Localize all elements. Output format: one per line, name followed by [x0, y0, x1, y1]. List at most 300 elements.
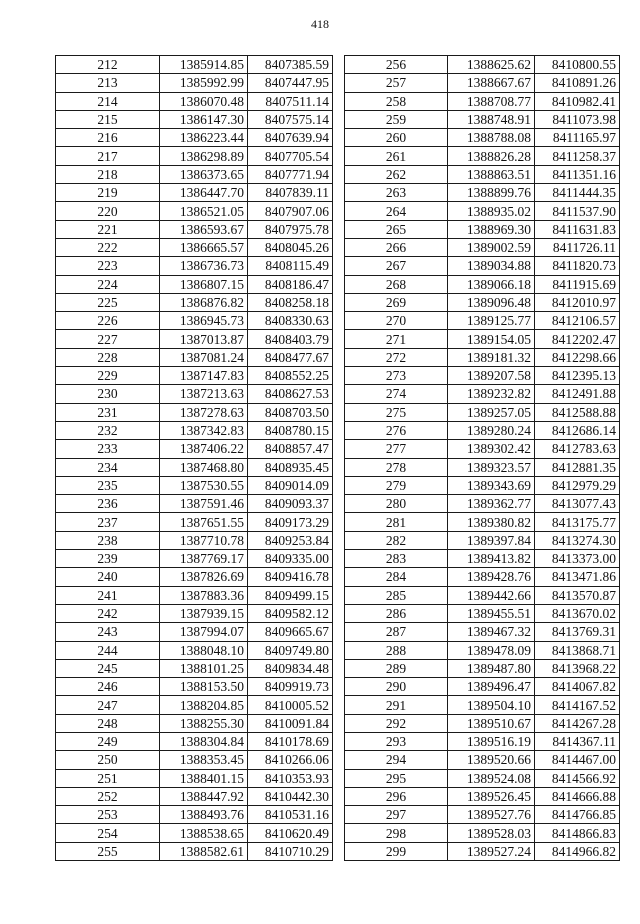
point-number-cell: 296 — [345, 787, 448, 805]
point-number-cell: 274 — [345, 385, 448, 403]
x-coordinate-cell: 1387769.17 — [160, 550, 248, 568]
point-number-cell: 217 — [56, 147, 160, 165]
y-coordinate-cell: 8412395.13 — [535, 367, 620, 385]
point-number-cell: 215 — [56, 110, 160, 128]
x-coordinate-cell: 1389232.82 — [448, 385, 535, 403]
table-row — [56, 568, 333, 586]
x-coordinate-cell: 1389526.45 — [448, 787, 535, 805]
point-number-cell: 294 — [345, 751, 448, 769]
point-number-cell: 271 — [345, 330, 448, 348]
y-coordinate-cell: 8409834.48 — [248, 659, 333, 677]
table-row — [56, 184, 333, 202]
point-number-cell: 282 — [345, 531, 448, 549]
x-coordinate-cell: 1387406.22 — [160, 440, 248, 458]
table-row — [56, 220, 333, 238]
y-coordinate-cell: 8408186.47 — [248, 275, 333, 293]
point-number-cell: 287 — [345, 623, 448, 641]
y-coordinate-cell: 8411915.69 — [535, 275, 620, 293]
table-row — [345, 348, 620, 366]
point-number-cell: 223 — [56, 257, 160, 275]
point-number-cell: 281 — [345, 513, 448, 531]
table-row — [345, 403, 620, 421]
table-row — [56, 769, 333, 787]
table-row — [345, 312, 620, 330]
x-coordinate-cell: 1388255.30 — [160, 714, 248, 732]
y-coordinate-cell: 8409335.00 — [248, 550, 333, 568]
x-coordinate-cell: 1389362.77 — [448, 495, 535, 513]
x-coordinate-cell: 1388101.25 — [160, 659, 248, 677]
y-coordinate-cell: 8414766.85 — [535, 806, 620, 824]
point-number-cell: 273 — [345, 367, 448, 385]
point-number-cell: 288 — [345, 641, 448, 659]
x-coordinate-cell: 1389496.47 — [448, 678, 535, 696]
y-coordinate-cell: 8408780.15 — [248, 421, 333, 439]
table-row — [56, 74, 333, 92]
y-coordinate-cell: 8409582.12 — [248, 604, 333, 622]
table-row — [56, 513, 333, 531]
table-row — [345, 330, 620, 348]
point-number-cell: 280 — [345, 495, 448, 513]
x-coordinate-cell: 1389487.80 — [448, 659, 535, 677]
point-number-cell: 216 — [56, 129, 160, 147]
x-coordinate-cell: 1386521.05 — [160, 202, 248, 220]
point-number-cell: 250 — [56, 751, 160, 769]
x-coordinate-cell: 1385992.99 — [160, 74, 248, 92]
x-coordinate-cell: 1387342.83 — [160, 421, 248, 439]
x-coordinate-cell: 1389478.09 — [448, 641, 535, 659]
table-row — [56, 165, 333, 183]
table-row — [56, 330, 333, 348]
x-coordinate-cell: 1389280.24 — [448, 421, 535, 439]
table-row — [345, 550, 620, 568]
table-row — [56, 257, 333, 275]
point-number-cell: 257 — [345, 74, 448, 92]
table-row — [56, 659, 333, 677]
y-coordinate-cell: 8411073.98 — [535, 110, 620, 128]
table-row — [56, 476, 333, 494]
point-number-cell: 220 — [56, 202, 160, 220]
x-coordinate-cell: 1389467.32 — [448, 623, 535, 641]
x-coordinate-cell: 1388401.15 — [160, 769, 248, 787]
point-number-cell: 235 — [56, 476, 160, 494]
page-number: 418 — [311, 17, 329, 31]
y-coordinate-cell: 8414467.00 — [535, 751, 620, 769]
y-coordinate-cell: 8412783.63 — [535, 440, 620, 458]
y-coordinate-cell: 8410710.29 — [248, 842, 333, 860]
table-row — [56, 403, 333, 421]
point-number-cell: 260 — [345, 129, 448, 147]
x-coordinate-cell: 1388582.61 — [160, 842, 248, 860]
y-coordinate-cell: 8411820.73 — [535, 257, 620, 275]
y-coordinate-cell: 8409919.73 — [248, 678, 333, 696]
point-number-cell: 286 — [345, 604, 448, 622]
y-coordinate-cell: 8413670.02 — [535, 604, 620, 622]
x-coordinate-cell: 1388863.51 — [448, 165, 535, 183]
table-row — [345, 604, 620, 622]
x-coordinate-cell: 1389413.82 — [448, 550, 535, 568]
point-number-cell: 295 — [345, 769, 448, 787]
y-coordinate-cell: 8411258.37 — [535, 147, 620, 165]
point-number-cell: 224 — [56, 275, 160, 293]
y-coordinate-cell: 8414666.88 — [535, 787, 620, 805]
x-coordinate-cell: 1388153.50 — [160, 678, 248, 696]
x-coordinate-cell: 1387994.07 — [160, 623, 248, 641]
y-coordinate-cell: 8409749.80 — [248, 641, 333, 659]
y-coordinate-cell: 8414566.92 — [535, 769, 620, 787]
table-row — [345, 147, 620, 165]
y-coordinate-cell: 8410005.52 — [248, 696, 333, 714]
y-coordinate-cell: 8411351.16 — [535, 165, 620, 183]
x-coordinate-cell: 1387651.55 — [160, 513, 248, 531]
y-coordinate-cell: 8414267.28 — [535, 714, 620, 732]
point-number-cell: 243 — [56, 623, 160, 641]
point-number-cell: 298 — [345, 824, 448, 842]
x-coordinate-cell: 1387939.15 — [160, 604, 248, 622]
table-row — [345, 458, 620, 476]
y-coordinate-cell: 8409499.15 — [248, 586, 333, 604]
y-coordinate-cell: 8410442.30 — [248, 787, 333, 805]
x-coordinate-cell: 1389181.32 — [448, 348, 535, 366]
point-number-cell: 225 — [56, 293, 160, 311]
point-number-cell: 293 — [345, 732, 448, 750]
table-row — [56, 641, 333, 659]
table-row — [56, 586, 333, 604]
point-number-cell: 222 — [56, 238, 160, 256]
table-row — [345, 165, 620, 183]
y-coordinate-cell: 8411444.35 — [535, 184, 620, 202]
point-number-cell: 228 — [56, 348, 160, 366]
point-number-cell: 278 — [345, 458, 448, 476]
x-coordinate-cell: 1389323.57 — [448, 458, 535, 476]
y-coordinate-cell: 8412202.47 — [535, 330, 620, 348]
point-number-cell: 239 — [56, 550, 160, 568]
x-coordinate-cell: 1388826.28 — [448, 147, 535, 165]
x-coordinate-cell: 1389510.67 — [448, 714, 535, 732]
point-number-cell: 245 — [56, 659, 160, 677]
x-coordinate-cell: 1389125.77 — [448, 312, 535, 330]
table-row — [56, 824, 333, 842]
table-row — [345, 732, 620, 750]
table-row — [345, 714, 620, 732]
y-coordinate-cell: 8408330.63 — [248, 312, 333, 330]
table-row — [56, 293, 333, 311]
y-coordinate-cell: 8413175.77 — [535, 513, 620, 531]
x-coordinate-cell: 1388048.10 — [160, 641, 248, 659]
x-coordinate-cell: 1386665.57 — [160, 238, 248, 256]
point-number-cell: 237 — [56, 513, 160, 531]
x-coordinate-cell: 1388538.65 — [160, 824, 248, 842]
x-coordinate-cell: 1386373.65 — [160, 165, 248, 183]
x-coordinate-cell: 1389428.76 — [448, 568, 535, 586]
point-number-cell: 240 — [56, 568, 160, 586]
table-row — [56, 678, 333, 696]
y-coordinate-cell: 8407907.06 — [248, 202, 333, 220]
x-coordinate-cell: 1389442.66 — [448, 586, 535, 604]
point-number-cell: 255 — [56, 842, 160, 860]
point-number-cell: 232 — [56, 421, 160, 439]
point-number-cell: 221 — [56, 220, 160, 238]
table-row — [56, 110, 333, 128]
point-number-cell: 285 — [345, 586, 448, 604]
x-coordinate-cell: 1387883.36 — [160, 586, 248, 604]
point-number-cell: 276 — [345, 421, 448, 439]
x-coordinate-cell: 1389302.42 — [448, 440, 535, 458]
x-coordinate-cell: 1385914.85 — [160, 56, 248, 74]
y-coordinate-cell: 8411631.83 — [535, 220, 620, 238]
table-row — [56, 623, 333, 641]
y-coordinate-cell: 8410982.41 — [535, 92, 620, 110]
x-coordinate-cell: 1387468.80 — [160, 458, 248, 476]
y-coordinate-cell: 8407511.14 — [248, 92, 333, 110]
table-row — [345, 293, 620, 311]
table-row — [345, 659, 620, 677]
point-number-cell: 248 — [56, 714, 160, 732]
y-coordinate-cell: 8408115.49 — [248, 257, 333, 275]
point-number-cell: 219 — [56, 184, 160, 202]
table-row — [56, 787, 333, 805]
x-coordinate-cell: 1389207.58 — [448, 367, 535, 385]
table-row — [56, 367, 333, 385]
point-number-cell: 252 — [56, 787, 160, 805]
table-row — [56, 147, 333, 165]
point-number-cell: 277 — [345, 440, 448, 458]
table-row — [56, 385, 333, 403]
y-coordinate-cell: 8410353.93 — [248, 769, 333, 787]
x-coordinate-cell: 1388708.77 — [448, 92, 535, 110]
table-row — [345, 787, 620, 805]
table-row — [345, 367, 620, 385]
y-coordinate-cell: 8407839.11 — [248, 184, 333, 202]
x-coordinate-cell: 1389527.76 — [448, 806, 535, 824]
y-coordinate-cell: 8407447.95 — [248, 74, 333, 92]
x-coordinate-cell: 1387826.69 — [160, 568, 248, 586]
table-row — [345, 238, 620, 256]
point-number-cell: 238 — [56, 531, 160, 549]
y-coordinate-cell: 8408703.50 — [248, 403, 333, 421]
point-number-cell: 234 — [56, 458, 160, 476]
x-coordinate-cell: 1389034.88 — [448, 257, 535, 275]
point-number-cell: 242 — [56, 604, 160, 622]
x-coordinate-cell: 1389154.05 — [448, 330, 535, 348]
y-coordinate-cell: 8411165.97 — [535, 129, 620, 147]
x-coordinate-cell: 1389343.69 — [448, 476, 535, 494]
x-coordinate-cell: 1388625.62 — [448, 56, 535, 74]
coordinates-table-right — [344, 55, 620, 861]
table-row — [56, 696, 333, 714]
y-coordinate-cell: 8407639.94 — [248, 129, 333, 147]
y-coordinate-cell: 8411537.90 — [535, 202, 620, 220]
x-coordinate-cell: 1389096.48 — [448, 293, 535, 311]
point-number-cell: 297 — [345, 806, 448, 824]
y-coordinate-cell: 8412106.57 — [535, 312, 620, 330]
y-coordinate-cell: 8410891.26 — [535, 74, 620, 92]
point-number-cell: 279 — [345, 476, 448, 494]
table-row — [345, 421, 620, 439]
table-row — [345, 842, 620, 860]
x-coordinate-cell: 1387530.55 — [160, 476, 248, 494]
table-row — [56, 714, 333, 732]
point-number-cell: 249 — [56, 732, 160, 750]
table-row — [345, 495, 620, 513]
y-coordinate-cell: 8413373.00 — [535, 550, 620, 568]
table-row — [345, 220, 620, 238]
x-coordinate-cell: 1388788.08 — [448, 129, 535, 147]
table-row — [56, 275, 333, 293]
coordinates-table-left — [55, 55, 333, 861]
point-number-cell: 241 — [56, 586, 160, 604]
x-coordinate-cell: 1389002.59 — [448, 238, 535, 256]
x-coordinate-cell: 1389528.03 — [448, 824, 535, 842]
point-number-cell: 262 — [345, 165, 448, 183]
table-row — [345, 74, 620, 92]
y-coordinate-cell: 8407575.14 — [248, 110, 333, 128]
point-number-cell: 261 — [345, 147, 448, 165]
x-coordinate-cell: 1387278.63 — [160, 403, 248, 421]
x-coordinate-cell: 1389455.51 — [448, 604, 535, 622]
point-number-cell: 244 — [56, 641, 160, 659]
x-coordinate-cell: 1388493.76 — [160, 806, 248, 824]
x-coordinate-cell: 1388935.02 — [448, 202, 535, 220]
x-coordinate-cell: 1388353.45 — [160, 751, 248, 769]
y-coordinate-cell: 8407385.59 — [248, 56, 333, 74]
y-coordinate-cell: 8413471.86 — [535, 568, 620, 586]
x-coordinate-cell: 1389520.66 — [448, 751, 535, 769]
point-number-cell: 267 — [345, 257, 448, 275]
point-number-cell: 264 — [345, 202, 448, 220]
x-coordinate-cell: 1386736.73 — [160, 257, 248, 275]
y-coordinate-cell: 8412686.14 — [535, 421, 620, 439]
point-number-cell: 289 — [345, 659, 448, 677]
x-coordinate-cell: 1386223.44 — [160, 129, 248, 147]
table-row — [345, 531, 620, 549]
table-row — [56, 531, 333, 549]
y-coordinate-cell: 8410800.55 — [535, 56, 620, 74]
y-coordinate-cell: 8409253.84 — [248, 531, 333, 549]
point-number-cell: 236 — [56, 495, 160, 513]
y-coordinate-cell: 8409093.37 — [248, 495, 333, 513]
table-row — [56, 56, 333, 74]
y-coordinate-cell: 8412588.88 — [535, 403, 620, 421]
table-row — [345, 440, 620, 458]
table-row — [56, 440, 333, 458]
point-number-cell: 299 — [345, 842, 448, 860]
x-coordinate-cell: 1387710.78 — [160, 531, 248, 549]
y-coordinate-cell: 8410266.06 — [248, 751, 333, 769]
y-coordinate-cell: 8414167.52 — [535, 696, 620, 714]
y-coordinate-cell: 8414966.82 — [535, 842, 620, 860]
y-coordinate-cell: 8412979.29 — [535, 476, 620, 494]
table-row — [56, 732, 333, 750]
table-row — [56, 92, 333, 110]
y-coordinate-cell: 8407975.78 — [248, 220, 333, 238]
point-number-cell: 254 — [56, 824, 160, 842]
x-coordinate-cell: 1388204.85 — [160, 696, 248, 714]
x-coordinate-cell: 1388969.30 — [448, 220, 535, 238]
point-number-cell: 231 — [56, 403, 160, 421]
x-coordinate-cell: 1386807.15 — [160, 275, 248, 293]
x-coordinate-cell: 1389397.84 — [448, 531, 535, 549]
point-number-cell: 292 — [345, 714, 448, 732]
x-coordinate-cell: 1388748.91 — [448, 110, 535, 128]
table-row — [345, 385, 620, 403]
table-row — [56, 238, 333, 256]
point-number-cell: 258 — [345, 92, 448, 110]
y-coordinate-cell: 8408045.26 — [248, 238, 333, 256]
table-row — [345, 769, 620, 787]
point-number-cell: 212 — [56, 56, 160, 74]
y-coordinate-cell: 8411726.11 — [535, 238, 620, 256]
y-coordinate-cell: 8410091.84 — [248, 714, 333, 732]
table-row — [56, 129, 333, 147]
point-number-cell: 229 — [56, 367, 160, 385]
table-row — [345, 623, 620, 641]
point-number-cell: 256 — [345, 56, 448, 74]
point-number-cell: 270 — [345, 312, 448, 330]
y-coordinate-cell: 8414367.11 — [535, 732, 620, 750]
table-row — [56, 495, 333, 513]
y-coordinate-cell: 8408627.53 — [248, 385, 333, 403]
y-coordinate-cell: 8414866.83 — [535, 824, 620, 842]
table-row — [345, 696, 620, 714]
y-coordinate-cell: 8413274.30 — [535, 531, 620, 549]
table-row — [56, 751, 333, 769]
x-coordinate-cell: 1388447.92 — [160, 787, 248, 805]
x-coordinate-cell: 1388304.84 — [160, 732, 248, 750]
x-coordinate-cell: 1389524.08 — [448, 769, 535, 787]
table-row — [345, 751, 620, 769]
y-coordinate-cell: 8407705.54 — [248, 147, 333, 165]
point-number-cell: 259 — [345, 110, 448, 128]
y-coordinate-cell: 8409173.29 — [248, 513, 333, 531]
y-coordinate-cell: 8413077.43 — [535, 495, 620, 513]
x-coordinate-cell: 1389527.24 — [448, 842, 535, 860]
y-coordinate-cell: 8410178.69 — [248, 732, 333, 750]
point-number-cell: 253 — [56, 806, 160, 824]
x-coordinate-cell: 1387013.87 — [160, 330, 248, 348]
x-coordinate-cell: 1387591.46 — [160, 495, 248, 513]
x-coordinate-cell: 1386147.30 — [160, 110, 248, 128]
y-coordinate-cell: 8408403.79 — [248, 330, 333, 348]
y-coordinate-cell: 8409014.09 — [248, 476, 333, 494]
table-row — [56, 348, 333, 366]
y-coordinate-cell: 8408258.18 — [248, 293, 333, 311]
y-coordinate-cell: 8412881.35 — [535, 458, 620, 476]
y-coordinate-cell: 8412491.88 — [535, 385, 620, 403]
point-number-cell: 213 — [56, 74, 160, 92]
y-coordinate-cell: 8407771.94 — [248, 165, 333, 183]
x-coordinate-cell: 1389257.05 — [448, 403, 535, 421]
table-row — [56, 806, 333, 824]
y-coordinate-cell: 8408477.67 — [248, 348, 333, 366]
table-row — [345, 257, 620, 275]
y-coordinate-cell: 8414067.82 — [535, 678, 620, 696]
y-coordinate-cell: 8413868.71 — [535, 641, 620, 659]
point-number-cell: 218 — [56, 165, 160, 183]
y-coordinate-cell: 8412298.66 — [535, 348, 620, 366]
point-number-cell: 272 — [345, 348, 448, 366]
table-row — [345, 824, 620, 842]
table-row — [345, 56, 620, 74]
table-row — [56, 312, 333, 330]
y-coordinate-cell: 8412010.97 — [535, 293, 620, 311]
x-coordinate-cell: 1386593.67 — [160, 220, 248, 238]
point-number-cell: 233 — [56, 440, 160, 458]
y-coordinate-cell: 8408935.45 — [248, 458, 333, 476]
point-number-cell: 227 — [56, 330, 160, 348]
point-number-cell: 214 — [56, 92, 160, 110]
y-coordinate-cell: 8413769.31 — [535, 623, 620, 641]
table-row — [345, 275, 620, 293]
